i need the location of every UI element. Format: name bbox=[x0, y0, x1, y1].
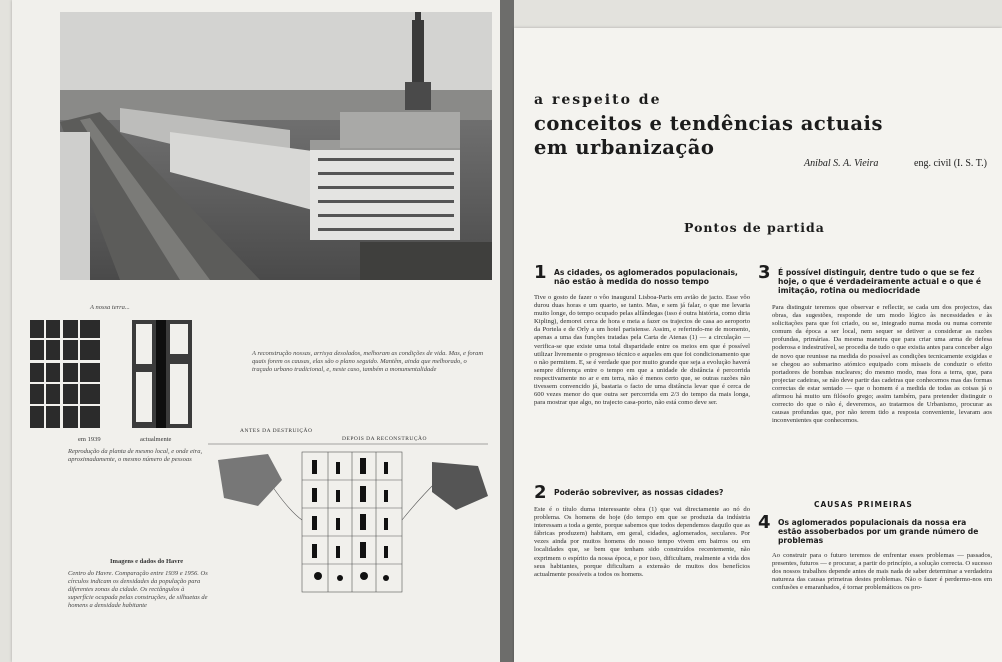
section-number: 4 bbox=[758, 512, 771, 533]
author-role: eng. civil (I. S. T.) bbox=[914, 158, 987, 169]
author-name: Anibal S. A. Vieira bbox=[804, 158, 879, 169]
section-body-1: Tive o gosto de fazer o vôo inaugural Lisboa-Paris em avião de jacto. Esse vôo durou duas horas e um quarto, se tanto. Mas, e sem já falar, o que me levaria muito longe, do tempo ocupado pelas alfândegas (isso é outra história, como diria Kipling), demorei cerca de hora e meia a fazer os trajectos de casa ao aeroporto da Portela e de Orly a um hotel parisiense. Assim, e referindo-me de momento, apenas a uma das funções tratadas pela Carta de Atenas (1) — a circulação — verifica-se que existe uma total disparidade entre os meios em que é possível utilizar livremente o progresso técnico e aqueles em que foi condicionamento que o não permitem. E, se é verdade que por muito grande que seja a evolução haverá sempre diferença entre o tempo em que a unidade de distância é percorrida respectivamente no ar e em terra, não é menos certo que, se outras razões não tivessem convencido já, bastaria o facto de uma distância levar que é cerca de 600 vezes menor do que outra ser percorrida em 2/3 do tempo da mais longa, para mostrar que algo, no trajecto casa-porto, não está como deve ser. bbox=[534, 294, 750, 407]
plan-label-after: actualmente bbox=[140, 436, 172, 443]
reconstruction-caption: A reconstrução nossas, arrisya desolados, melhoram as condições de vida. Mas, e foram quais forem os causas, elas são o plano seguido. Mantêm, ainda que melhorado, o traçado urbano tradicional, e, neste caso, também a monumentalidade bbox=[252, 350, 484, 373]
section-heading-4: Os aglomerados populacionais da nossa era estão assoberbados por um grande número de problemas bbox=[778, 518, 979, 545]
diagram-label-after: DEPOIS DA RECONSTRUÇÃO bbox=[342, 436, 427, 442]
street-plan-comparison bbox=[30, 320, 210, 430]
section-body-4: Ao construir para o futuro teremos de enfrentar esses problemas — passados, presentes, futuros — e procurar, a partir do princípio, a solução correcta. O sucesso dos nossos trabalhos depende antes de mais nada de saber determinar a verdadeira natureza das causas primeiras destes problemas. Não o fazer é perdermo-nos em confusões e emaranhados, é tornar problemáticos os pro- bbox=[772, 552, 992, 592]
article-kicker: a respeito de bbox=[534, 92, 662, 108]
diagram-label-before: ANTES DA DESTRUIÇÃO bbox=[240, 428, 313, 434]
section-number: 1 bbox=[534, 262, 547, 283]
section-body-2: Este é o título duma interessante obra (1) que vai directamente ao nó do problema. Os homens de hoje (do tempo em que se produzia da indústria interessam a toda a gente, porque sabemos que todos dependemos daquilo que as fábricas produzem) habitam, em geral, cidades, aglomerados, seculares. Por vezes ainda por muitos homens do nosso tempo vivem em bairros ou em localidades que, se bem que tenham sido construídos recentemente, não exprimem o espírito da nossa época, e por isso, dificultam, realmente a vida dos seus habitantes, porque dificultam a extensão de muitos dos benefícios actualmente possíveis a todos os homens. bbox=[534, 506, 750, 578]
plan-caption: Reprodução da planta de mesmo local, e onde eira, aproximadamente, o mesmo número de pessoas bbox=[68, 448, 203, 463]
diagram-caption: Centro do Havre. Comparação entre 1939 e 1956. Os círculos indicam os densidades da população para diferentes zonas da cidade. Os rectângulos à superfície ocupada pelas construções, de silhuetas de homens a densidade habitante bbox=[68, 570, 208, 609]
density-diagram bbox=[208, 440, 498, 600]
section-heading-3: É possível distinguir, dentre tudo o que se fez hoje, o que é verdadeiramente actual e o que é imitação, rotina ou mediocridade bbox=[778, 268, 982, 295]
section-body-3: Para distinguir teremos que observar e reflectir, se cada um dos projectos, das obras, das sugestões, responde de um modo lógico às necessidades e às solicitações para que foi criado, ou se, integrado numa moda ou numa corrente comum da época a ser local, nem sequer se detiver a considerar as razões profundas, primárias. Da mesma maneira que para criar uma arma de defesa poderosa e indestrutível, se procedia de tudo o que existia antes para conceber algo de novo que reunisse na medida do possível as condições tecnicamente exigidas e se chegou ao submarino atómico equipado com mísseis de conduzir o efeito portadores de bombas nucleares; do mesmo modo, mas fora a terra, que, para projectar cadeiras, se não deve partir das cadeiras que conhecemos mas das formas correctas de estar sentado — que o homem é a medida de todas as coisas já o afirmou há muito um filósofo grego; assim também, para pretender distinguir o correcto do que o não é, deveremos, ao tratarmos de Urbanismo, procurar as causas profundas que, por não terem tido a resposta conveniente, levaram aos inconvenientes que conhecemos. bbox=[772, 304, 992, 425]
section-number: 2 bbox=[534, 482, 547, 503]
section-number: 3 bbox=[758, 262, 771, 283]
section-heading-2: Poderão sobreviver, as nossas cidades? bbox=[554, 488, 724, 497]
aerial-city-photo bbox=[60, 12, 492, 280]
left-page bbox=[12, 0, 500, 662]
causas-heading: CAUSAS PRIMEIRAS bbox=[814, 500, 913, 509]
diagram-title: Imagens e dados do Havre bbox=[110, 558, 184, 565]
plan-label-before: em 1939 bbox=[78, 436, 101, 443]
section-heading-1: As cidades, os aglomerados populacionais, não estão à medida do nosso tempo bbox=[554, 268, 738, 286]
article-title-line1: conceitos e tendências actuais bbox=[534, 112, 883, 135]
right-page bbox=[514, 28, 1002, 662]
article-title-line2: em urbanização bbox=[534, 136, 715, 159]
book-gutter bbox=[500, 0, 514, 662]
small-heading: A nossa terra... bbox=[90, 304, 130, 311]
section-heading: Pontos de partida bbox=[684, 220, 825, 235]
